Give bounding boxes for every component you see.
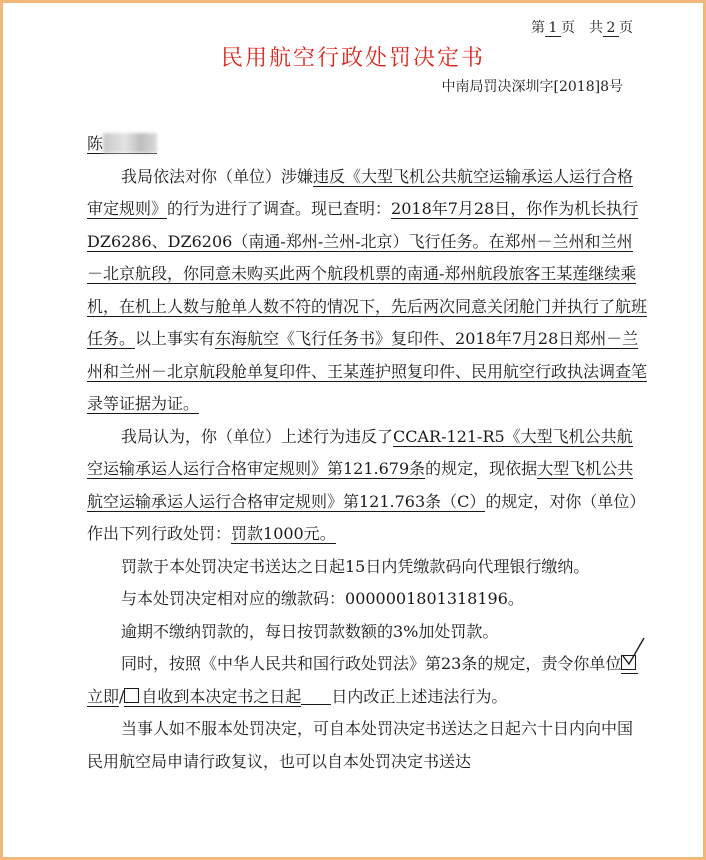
recipient-line <box>87 128 647 161</box>
redacted-name-blur <box>103 133 157 153</box>
para6-lead: 同时，按照《中华人民共和国行政处罚法》第23条的规定，责令你单位 <box>121 654 622 673</box>
page-mid: 页 共 <box>561 20 603 36</box>
para2-lead: 我局认为，你（单位）上述行为违反了 <box>121 426 394 446</box>
document-title: 民用航空行政处罚决定书 <box>220 46 485 71</box>
document-body <box>87 128 647 778</box>
recipient-name <box>87 134 157 154</box>
page-prefix: 第 <box>531 20 545 36</box>
paragraph-payment-code <box>87 583 647 616</box>
para1-violation: 违反《大型飞机公共航空运输承运人运行合格审定规则》 <box>87 166 634 218</box>
para1-facts: 2018年7月28日，你作为机长执行DZ6286、DZ6206（南通-郑州-兰州-北京）飞行任务。在郑州－兰州和兰州－北京航段，你同意未购买此两个航段机票的南通-郑州航段旅客王某莲继续乘机，在机上人数与舱单人数不符的情况下，先后两次同意关闭舱门并执行了航班任务。 <box>87 199 648 348</box>
recipient-name-visible: 陈 <box>87 134 104 153</box>
option-immediately-label: 立即 <box>87 686 120 706</box>
para2-mid2: 的规定，对你（单位）作出下列行政处罚： <box>87 491 646 543</box>
paragraph-correction <box>87 648 647 713</box>
para6-tail: 日内改正上述违法行为。 <box>331 686 508 706</box>
option-within-days-label: 自收到本决定书之日起 <box>141 686 302 706</box>
payment-code-end: 。 <box>507 589 524 608</box>
paragraph-appeal: 当事人如不服本处罚决定，可自本处罚决定书送达之日起六十日内向中国民用航空局申请行政复议，也可以自本处罚决定书送达 <box>87 719 634 771</box>
checkbox-empty-icon <box>124 688 139 703</box>
page-current: 1 <box>545 20 561 37</box>
paragraph-payment-deadline: 罚款于本处罚决定书送达之日起15日内凭缴款码向代理银行缴纳。 <box>121 556 590 576</box>
para1-lead: 我局依法对你（单位）涉嫌 <box>121 166 314 186</box>
para1-mid: 的行为进行了调查。现已查明： <box>167 199 392 218</box>
checkbox-checked-icon <box>621 655 636 670</box>
para1-evidence: 东海航空《飞行任务书》复印件、2018年7月28日郑州－兰州和兰州－北京航段舱单复印件、王某莲护照复印件、民用航空行政执法调查笔录等证据为证。 <box>87 329 648 413</box>
paragraph-decision <box>87 421 647 551</box>
page-number <box>531 17 633 37</box>
paragraph-findings <box>87 161 647 421</box>
payment-code-label: 与本处罚决定相对应的缴款码： <box>121 589 346 608</box>
option-separator: / <box>119 686 125 706</box>
paragraph-late-fee: 逾期不缴纳罚款的，每日按罚款数额的3%加处罚款。 <box>121 621 499 641</box>
page-total: 2 <box>603 20 619 37</box>
page-suffix: 页 <box>619 20 633 36</box>
para2-penalty: 罚款1000元。 <box>231 524 336 543</box>
payment-code: 0000001801318196 <box>345 589 508 608</box>
para2-mid: 的规定，现依据 <box>425 459 538 478</box>
para2-rule-basis: 大型飞机公共航空运输承运人运行合格审定规则》第121.763条（C） <box>87 459 634 511</box>
option-within-days <box>124 687 301 707</box>
para2-rule-violated: CCAR-121-R5《大型飞机公共航空运输承运人运行合格审定规则》第121.679条 <box>87 426 633 478</box>
para1-mid2: 以上事实有 <box>135 329 216 348</box>
document-number: 中南局罚决深圳字[2018]8号 <box>441 79 623 95</box>
days-blank <box>301 688 331 705</box>
